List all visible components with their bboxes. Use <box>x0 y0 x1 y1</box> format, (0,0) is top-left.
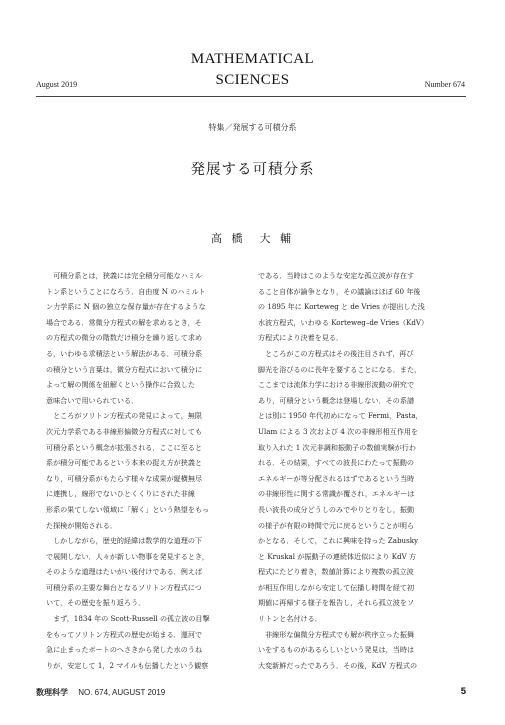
body-text-line: の様子が有限の時間で元に戻るということが明ら <box>258 520 415 530</box>
series-label: 特集／発展する可積分系 <box>208 123 297 132</box>
body-text-line: 急に止まったボートのへさきから発した水のうね <box>46 645 203 655</box>
body-text-line: 長い波長の成分どうしのみでやりとりをし，振動 <box>258 504 415 514</box>
body-text-line: 取り入れた 1 次元非調和振動子の数値実験が行わ <box>258 442 416 452</box>
body-text-line: の 1895 年に Korteweg と de Vries が提出した浅 <box>258 302 425 312</box>
footer-issue: NO. 674, AUGUST 2019 <box>78 688 166 697</box>
body-text-line: いて，その歴史を振り返ろう． <box>46 598 146 608</box>
body-text-line: Ulam による 3 次および 4 次の非線形相互作用を <box>258 426 419 436</box>
body-text-line: とは別に 1950 年代初めになって Fermi，Pasta， <box>258 411 423 421</box>
body-text-line: 意味合いで用いられている． <box>46 395 139 405</box>
body-text-line: ところがソリトン方程式の発見によって，無限 <box>46 411 202 421</box>
body-text-line: トン系ということになろう．自由度 N のハミルト <box>46 286 206 296</box>
body-text-line: リトンと名付ける． <box>258 614 322 624</box>
journal-name-line1: MATHEMATICAL <box>190 51 315 67</box>
body-text-line: に連携し，線形でないひとくくりにされた非線 <box>46 489 195 499</box>
body-text-line: 大変新鮮だったであろう．その後，KdV 方程式の <box>258 660 418 670</box>
issue-number: Number 674 <box>424 80 465 89</box>
body-text-line: まず，1834 年の Scott-Russell の孤立波の目撃 <box>46 614 210 624</box>
body-text-line: の非線形性に関する常識が覆され，エネルギーは <box>258 489 415 499</box>
body-text-line: かとなる．そして，これに興味を持った Zabusky <box>258 536 419 546</box>
body-text-line: である．当時はこのような安定な孤立波が存在す <box>258 271 415 280</box>
issue-date: August 2019 <box>36 80 78 89</box>
body-text-line: 期値に再帰する様子を報告し，それら孤立波をソ <box>258 598 415 608</box>
body-text-line: よって解の関係を紐解くという操作に合致した <box>46 380 195 390</box>
body-text-line: をもってソリトン方程式の歴史が始まる．運河で <box>46 629 203 639</box>
body-text-line: エネルギーが等分配されるはずであるという当時 <box>258 473 415 483</box>
body-text-line: しかしながら，歴史的経緯は数学的な道理の下 <box>46 536 203 546</box>
body-text-line: れる．その結果，すべての波長にわたって振動の <box>258 458 414 468</box>
footer-journal-name: 数理科学 <box>36 688 68 697</box>
body-text-line: ること自体が論争となり，その議論はほぼ 60 年後 <box>258 286 421 296</box>
body-text-line: 水波方程式，いわゆる Korteweg–de Vries（KdV） <box>258 317 429 327</box>
body-column-left <box>46 268 256 673</box>
body-text-line: ン力学系に N 個の独立な保存量が存在するような <box>46 302 206 312</box>
body-text-line: あり，可積分という概念は登場しない．その系譜 <box>258 395 415 405</box>
footer-citation <box>36 687 165 698</box>
body-text-line: 形系の果てしない領域に「解く」という熱望をもっ <box>46 504 210 514</box>
body-text-line: そのような道理はたいがい後付けである．例えば <box>46 567 203 577</box>
body-text-line: と Kruskal が振動子の連続体近似により KdV 方 <box>258 551 417 561</box>
body-text-line: りが，安定して 1，2 マイルも伝播したという観察 <box>46 660 209 670</box>
body-text-line: なり，可積分系がもたらす様々な成果が縦横無尽 <box>46 473 203 483</box>
body-text-line: 可積分系という概念が拡張される．ここに至ると <box>46 442 203 452</box>
body-text-line: 可積分系の主要な舞台となるソリトン方程式につ <box>46 582 202 592</box>
body-text-line: 程式にたどり着き，数値計算により複数の孤立波 <box>258 567 414 577</box>
body-text-line: ところがこの方程式はその後注目されず，再び <box>258 348 414 358</box>
masthead-row <box>0 72 505 92</box>
body-text-line: 次元力学系である非線形偏微分方程式に対しても <box>46 426 203 436</box>
body-text-line: で展開しない．人々が新しい物事を発見するとき， <box>46 551 209 561</box>
body-text-line: 系が積分可能であるという本来の捉え方が狭義と <box>46 458 203 468</box>
body-text-line: 場合である．常微分方程式の解を求めるとき，そ <box>46 317 202 327</box>
body-text-line: が相互作用しながら安定して伝播し時間を経て初 <box>258 582 415 592</box>
masthead <box>0 50 505 69</box>
body-text-line: 方程式により決着を見る． <box>258 333 344 343</box>
body-text-line: の方程式の微分の階数だけ積分を繰り返して求め <box>46 333 203 343</box>
body-column-right <box>258 268 468 673</box>
header-divider <box>36 96 466 97</box>
page-footer <box>36 687 466 703</box>
body-text-line: いをするものがあるらしいという発見は，当時は <box>258 645 415 655</box>
article-title: 発展する可積分系 <box>190 162 315 178</box>
body-text-line: の積分という言葉は，微分方程式において積分に <box>46 364 203 374</box>
body-text-line: 脚光を浴びるのに長年を要することになる．また， <box>258 364 422 374</box>
body-text-line: た探検が開始される． <box>46 520 117 530</box>
body-text-line: る，いわゆる求積法という解法がある．可積分系 <box>46 348 203 358</box>
body-text-line: 可積分系とは，狭義には完全積分可能なハミル <box>46 271 203 280</box>
body-text-line: 非線形な偏微分方程式でも解が秩序立った振舞 <box>258 629 415 639</box>
article-author: 高 橋 大 輔 <box>211 232 294 245</box>
page-number: 5 <box>460 686 466 697</box>
journal-name-line2: SCIENCES <box>215 72 290 88</box>
body-text-line: ここまでは流体力学における非線形波動の研究で <box>258 380 415 390</box>
